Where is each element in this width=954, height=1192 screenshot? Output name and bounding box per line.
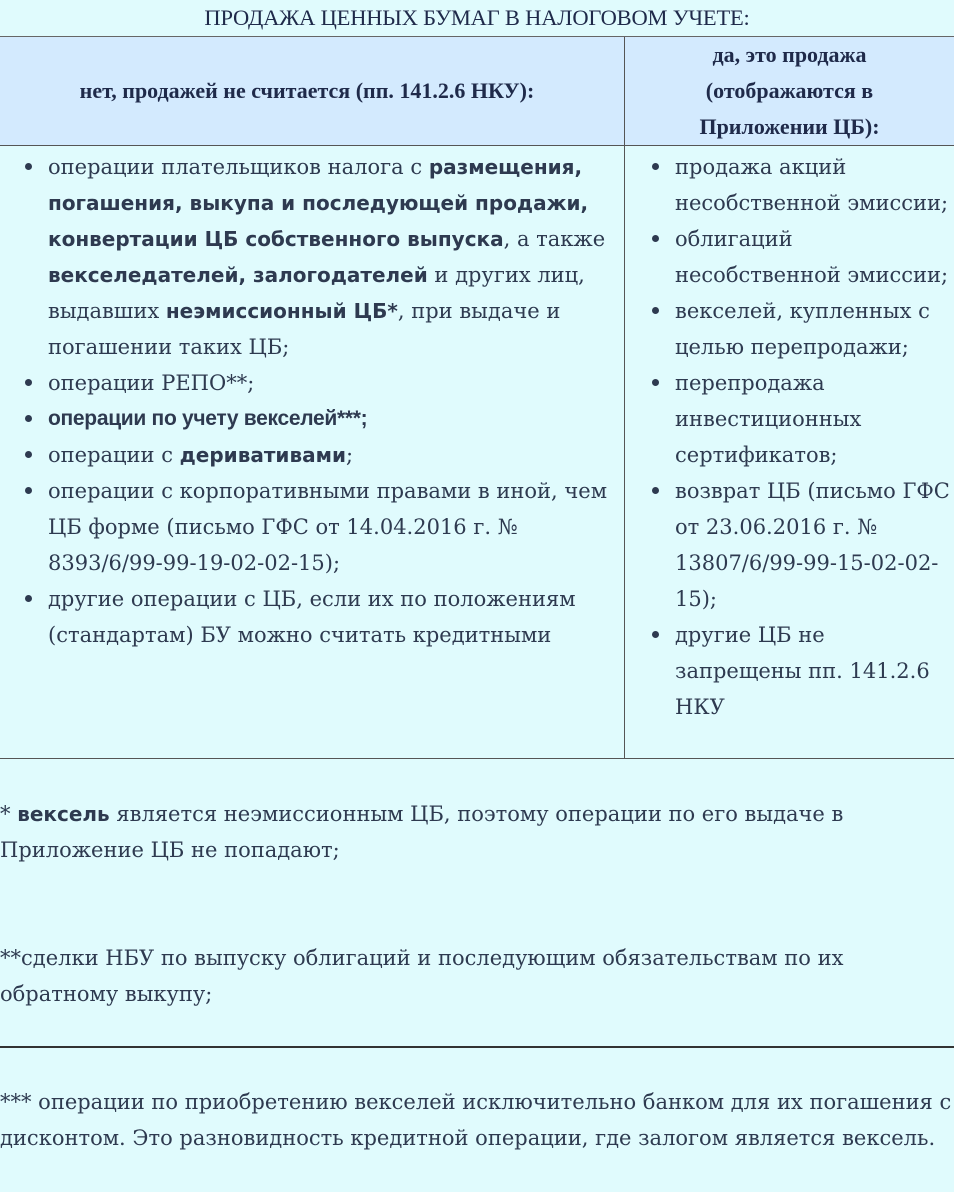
list-item: операции плательщиков налога с размещения, погашения, выкупа и последующей продажи, конвертации ЦБ собственного выпуска, а также векселедателей, залогодателей и других лиц, выдавших неэмиссионный ЦБ*, при выдаче и погашении таких ЦБ; bbox=[48, 149, 620, 365]
list-item: облигаций несобственной эмиссии; bbox=[675, 221, 954, 293]
list-item: операции с деривативами; bbox=[48, 437, 620, 473]
header-is-sale-line: да, это продажа bbox=[712, 42, 867, 67]
list-item: другие ЦБ не запрещены пп. 141.2.6 НКУ bbox=[675, 617, 954, 725]
bottom-divider bbox=[0, 1046, 954, 1048]
footnote-1: * вексель является неэмиссионным ЦБ, поэтому операции по его выдаче в Приложение ЦБ не попадают; bbox=[0, 802, 844, 862]
is-sale-column bbox=[625, 146, 954, 758]
header-is-sale-line: (отображаются в bbox=[705, 78, 874, 103]
header-is-sale-line: Приложении ЦБ): bbox=[699, 114, 880, 139]
list-item: другие операции с ЦБ, если их по положениям (стандартам) БУ можно считать кредитными bbox=[48, 581, 620, 653]
table-body bbox=[0, 146, 954, 759]
header-not-sale: нет, продажей не считается (пп. 141.2.6 НКУ): bbox=[0, 37, 625, 145]
list-item: векселей, купленных с целью перепродажи; bbox=[675, 293, 954, 365]
footnotes bbox=[0, 759, 954, 1192]
list-item: возврат ЦБ (письмо ГФС от 23.06.2016 г. № 13807/6/99-99-15-02-02- 15); bbox=[675, 473, 954, 617]
footnote-3: *** операции по приобретению векселей исключительно банком для их погашения с дисконтом. Это разновидность кредитной операции, где залогом является вексель. bbox=[0, 1090, 952, 1150]
list-item: операции с корпоративными правами в иной, чем ЦБ форме (письмо ГФС от 14.04.2016 г. № 8393/6/99-99-19-02-02-15); bbox=[48, 473, 620, 581]
list-item: операции РЕПО**; bbox=[48, 365, 620, 401]
is-sale-list bbox=[625, 146, 954, 725]
list-item: продажа акций несобственной эмиссии; bbox=[675, 149, 954, 221]
list-item: перепродажа инвестиционных сертификатов; bbox=[675, 365, 954, 473]
table-header bbox=[0, 37, 954, 146]
header-is-sale bbox=[625, 37, 954, 145]
footnote-2: **сделки НБУ по выпуску облигаций и последующим обязательствам по их обратному выкупу; bbox=[0, 946, 844, 1006]
not-sale-list bbox=[0, 146, 624, 653]
not-sale-column bbox=[0, 146, 625, 758]
page-title: ПРОДАЖА ЦЕННЫХ БУМАГ В НАЛОГОВОМ УЧЕТЕ: bbox=[0, 0, 954, 37]
list-item: операции по учету векселей***; bbox=[48, 401, 620, 437]
